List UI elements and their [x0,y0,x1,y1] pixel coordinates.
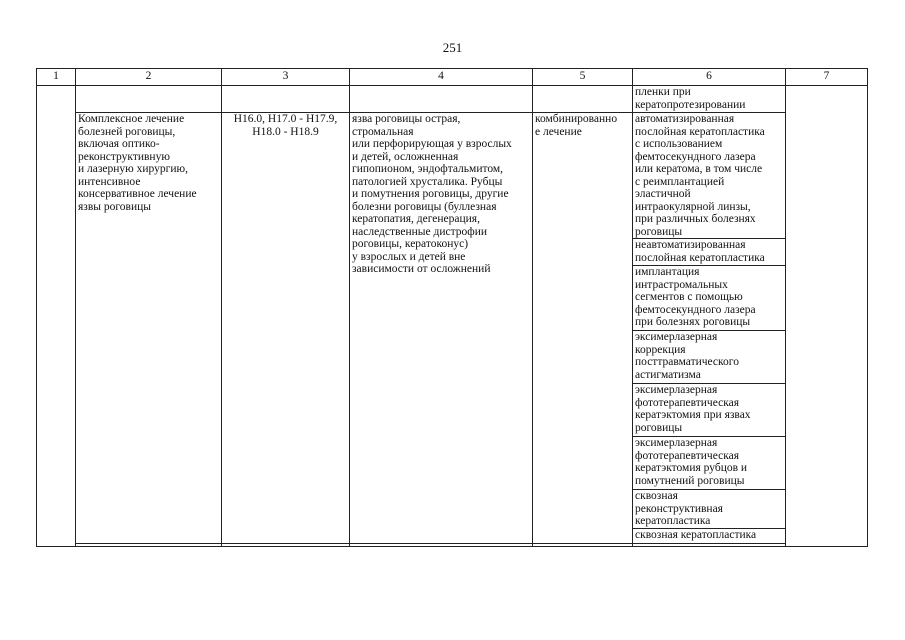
header-row [37,69,868,86]
treatment-profile: Комплексное лечение болезней роговицы, включая оптико- реконструктивную и лазерную хирургию, интенсивное консервативное лечение язвы роговицы [76,113,222,544]
continuation-row [37,86,868,113]
medical-care-table [36,68,868,547]
header-col-1: 1 [37,69,76,86]
treatment-method: эксимерлазерная фототерапевтическая кератэктомия при язвах роговицы [633,384,786,437]
treatment-type: комбинированно е лечение [533,113,633,544]
header-col-6: 6 [633,69,786,86]
treatment-method: сквозная реконструктивная кератопластика [633,490,786,529]
col7-cell [786,86,868,547]
continuation-text: пленки при кератопротезировании [633,86,786,113]
treatment-method: эксимерлазерная коррекция посттравматического астигматизма [633,331,786,384]
header-col-7: 7 [786,69,868,86]
treatment-method: эксимерлазерная фототерапевтическая кератэктомия рубцов и помутнений роговицы [633,437,786,490]
treatment-method: сквозная кератопластика [633,529,786,544]
treatment-method: неавтоматизированная послойная кератопластика [633,239,786,266]
header-col-4: 4 [350,69,533,86]
section-row [37,113,868,239]
treatment-method: имплантация интрастромальных сегментов с помощью фемтосекундного лазера при болезнях роговицы [633,266,786,331]
icd-codes: H16.0, H17.0 - H17.9, H18.0 - H18.9 [222,113,350,544]
col1-cell [37,86,76,547]
treatment-method: автоматизированная послойная кератопластика с использованием фемтосекундного лазера или кератома, в том числе с реимплантацией эластичной интраокулярной линзы, при различных болезнях роговицы [633,113,786,239]
page-number: 251 [442,40,463,55]
header-col-3: 3 [222,69,350,86]
patient-model: язва роговицы острая, стромальная или перфорирующая у взрослых и детей, осложненная гипопионом, эндофтальмитом, патологией хрусталика. Рубцы и помутнения роговицы, другие болезни роговицы (буллезная кератопатия, дегенерация, наследственные дистрофии роговицы, кератоконус) у взрослых и детей вне зависимости от осложнений [350,113,533,544]
header-col-5: 5 [533,69,633,86]
header-col-2: 2 [76,69,222,86]
